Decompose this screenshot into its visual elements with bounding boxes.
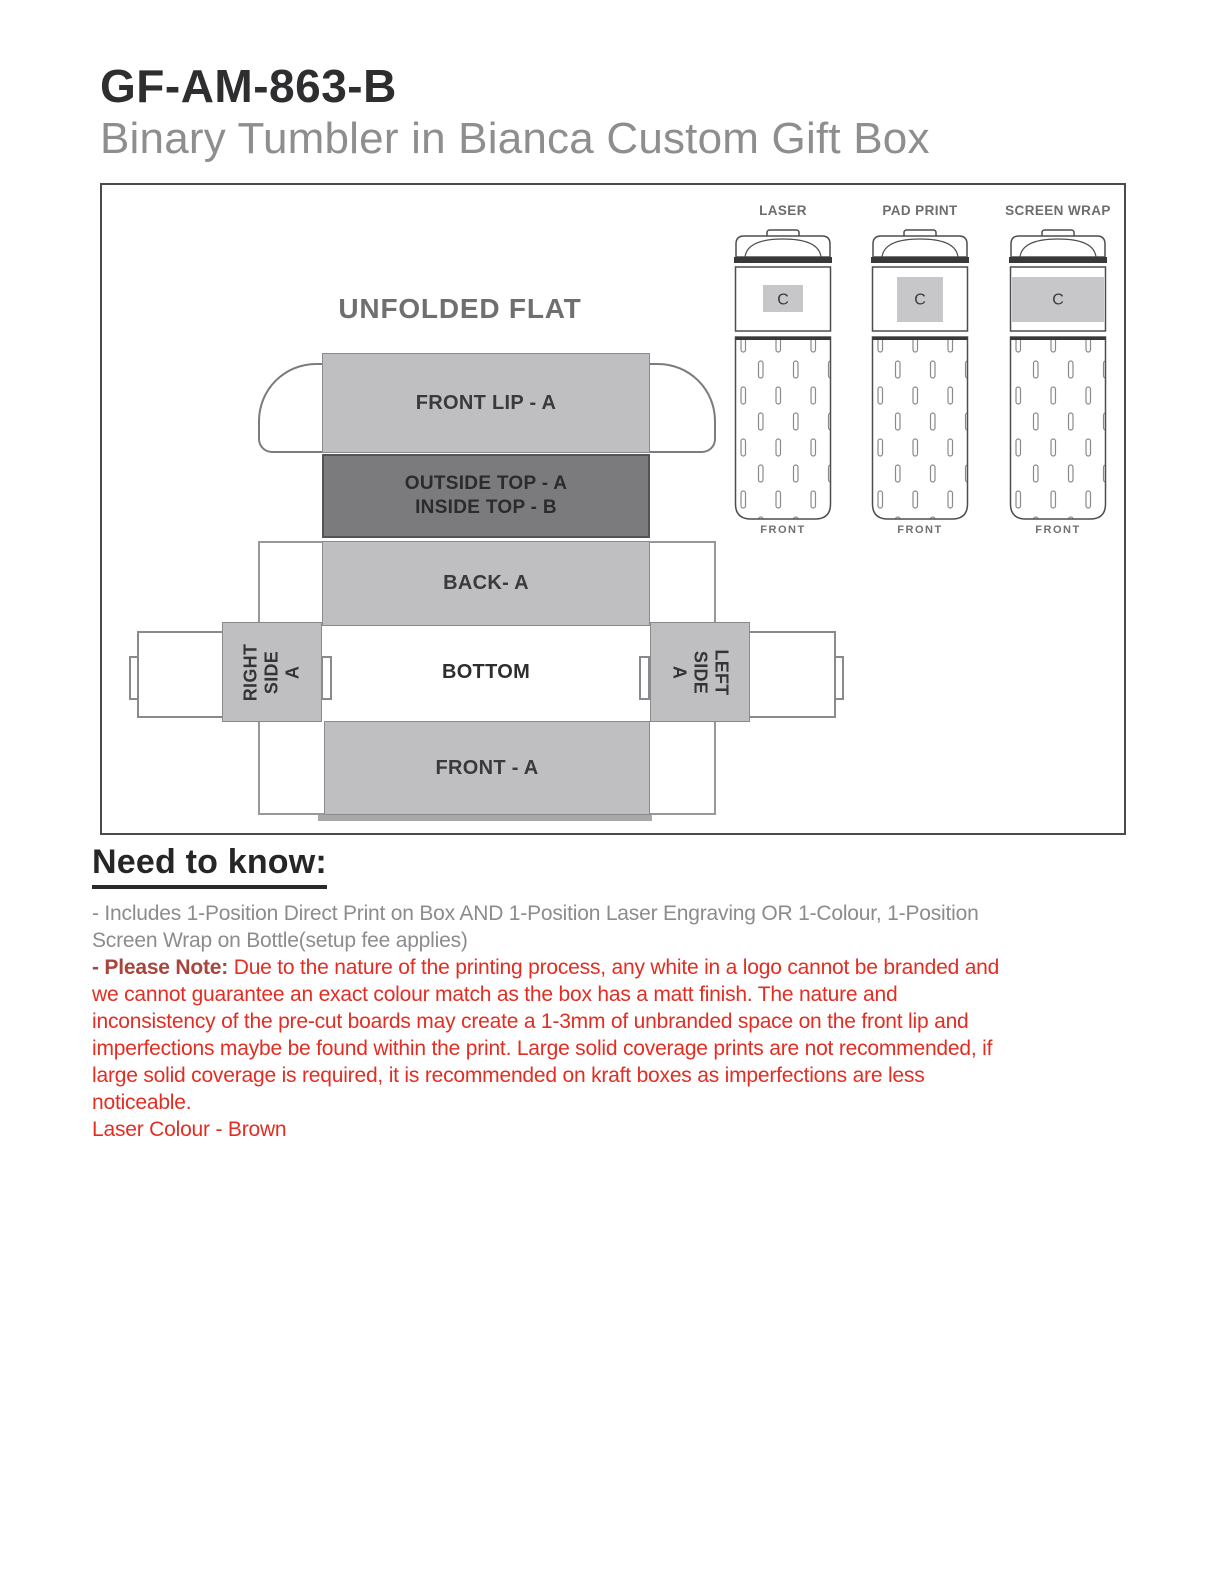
lock-slot-right <box>639 656 650 700</box>
lower-body <box>1011 337 1106 519</box>
includes-line: Screen Wrap on Bottle(setup fee applies) <box>92 929 468 953</box>
lid-rim <box>734 257 832 263</box>
imprint-mark: C <box>914 291 926 309</box>
laser-method-label: LASER <box>759 203 807 218</box>
branding-diagram <box>100 183 1126 835</box>
panel-left-side-label: LEFT SIDE A <box>669 648 732 696</box>
front-view-label: FRONT <box>1035 524 1081 536</box>
note-line <box>92 954 1167 981</box>
panel-right-side <box>222 622 322 722</box>
front-panel-base-strip <box>318 815 652 821</box>
note-prefix: - Please Note: <box>92 956 229 980</box>
imprint-mark: C <box>1052 291 1064 309</box>
tumbler-pad-print-illustration <box>870 227 970 537</box>
panel-outside-top-label: OUTSIDE TOP - A <box>404 473 568 494</box>
side-flap-left <box>137 631 225 718</box>
panel-left-side <box>650 622 750 722</box>
note-line: imperfections maybe be found within the print. Large solid coverage prints are not recommended, if <box>92 1037 993 1061</box>
note-line: noticeable. <box>92 1091 192 1115</box>
side-flap-right <box>747 631 836 718</box>
note-line-text: Due to the nature of the printing process, any white in a logo cannot be branded and <box>233 956 1000 980</box>
unfolded-flat-heading: UNFOLDED FLAT <box>338 293 582 324</box>
tuck-tab-right <box>834 656 844 700</box>
front-view-label: FRONT <box>897 524 943 536</box>
panel-bottom-label: BOTTOM <box>441 660 531 683</box>
note-line: we cannot guarantee an exact colour match as the box has a matt finish. The nature and <box>92 983 898 1007</box>
tumbler-laser-illustration <box>733 227 833 537</box>
panel-top <box>322 454 650 538</box>
imprint-mark: C <box>777 291 789 309</box>
panel-inside-top-label: INSIDE TOP - B <box>415 497 557 518</box>
note-line: large solid coverage is required, it is recommended on kraft boxes as imperfections are less <box>92 1064 925 1088</box>
panel-bottom <box>322 622 650 722</box>
lid-rim <box>871 257 969 263</box>
panel-front <box>324 721 650 815</box>
note-line: inconsistency of the pre-cut boards may create a 1-3mm of unbranded space on the front lip and <box>92 1010 969 1034</box>
pad-print-method-label: PAD PRINT <box>882 203 958 218</box>
need-to-know-section <box>92 844 1167 1143</box>
panel-front-lip-label: FRONT LIP - A <box>415 391 557 414</box>
panel-right-side-label: RIGHT SIDE A <box>240 643 303 701</box>
need-to-know-heading: Need to know: <box>92 844 327 889</box>
panel-front-label: FRONT - A <box>435 756 539 779</box>
screen-wrap-method-label: SCREEN WRAP <box>1005 203 1111 218</box>
includes-line: - Includes 1-Position Direct Print on Box AND 1-Position Laser Engraving OR 1-Colour, 1-Position <box>92 902 979 926</box>
panel-front-lip <box>322 353 650 453</box>
lock-slot-left <box>321 656 332 700</box>
laser-colour-line: Laser Colour - Brown <box>92 1118 287 1142</box>
tuck-tab-left <box>129 656 139 700</box>
lower-body <box>873 337 968 519</box>
lower-body <box>736 337 831 519</box>
tumbler-screen-wrap-illustration <box>1008 227 1108 537</box>
product-code-title: GF-AM-863-B <box>100 60 397 112</box>
panel-back <box>322 541 650 626</box>
panel-back-label: BACK- A <box>443 572 529 594</box>
front-view-label: FRONT <box>760 524 806 536</box>
lid-rim <box>1009 257 1107 263</box>
product-subtitle: Binary Tumbler in Bianca Custom Gift Box <box>100 114 930 163</box>
